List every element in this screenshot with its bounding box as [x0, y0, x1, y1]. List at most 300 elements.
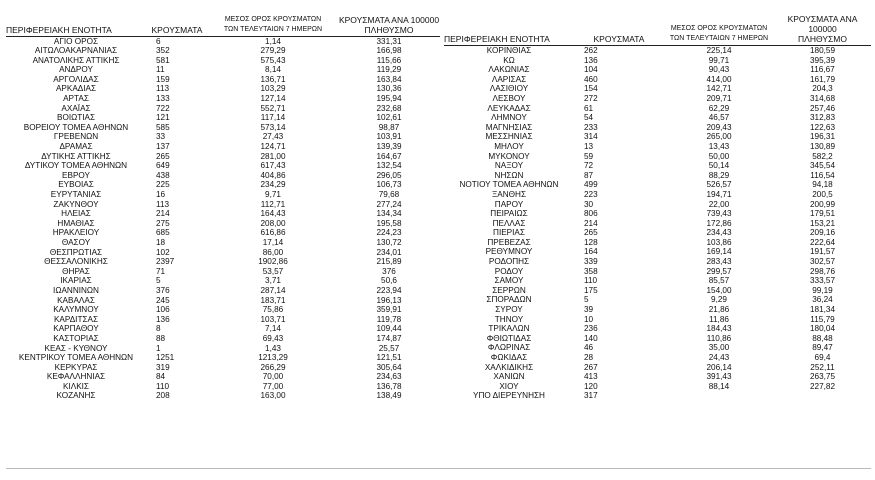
cases-cell: 649 [156, 161, 170, 171]
avg7-cell: 283,43 [706, 257, 732, 267]
per100k-cell: 395,39 [809, 55, 836, 65]
per100k-cell: 130,36 [376, 84, 402, 94]
table-row [6, 209, 440, 219]
per100k-cell: 263,75 [809, 372, 836, 382]
cases-cell: 87 [584, 170, 594, 180]
left-table-body [6, 36, 440, 401]
cases-cell: 2397 [156, 257, 175, 267]
region-name-cell: ΚΩ [503, 55, 515, 65]
table-row [444, 152, 871, 162]
right-header-per100k [774, 14, 871, 46]
region-name-cell: ΜΥΚΟΝΟΥ [488, 151, 530, 161]
avg7-cell: 1,43 [265, 343, 281, 353]
table-row [444, 324, 871, 334]
avg7-cell: 70,00 [262, 372, 284, 382]
avg7-cell: 9,29 [711, 295, 727, 305]
avg7-cell: 46,57 [708, 113, 730, 123]
cases-cell: 39 [584, 305, 594, 315]
avg7-cell: 77,00 [262, 381, 284, 391]
per100k-cell: 25,57 [378, 343, 400, 353]
region-name-cell: ΚΑΣΤΟΡΙΑΣ [53, 333, 99, 343]
table-row [6, 142, 440, 152]
cases-cell: 59 [584, 151, 594, 161]
cases-cell: 272 [584, 93, 598, 103]
table-row [6, 296, 440, 306]
cases-cell: 110 [584, 276, 598, 286]
per100k-cell: 134,34 [376, 209, 402, 219]
avg7-cell: 90,43 [708, 65, 730, 75]
cases-cell: 685 [156, 228, 170, 238]
per100k-cell: 69,4 [814, 353, 831, 362]
avg7-cell: 53,57 [262, 266, 284, 276]
region-name-cell: ΜΑΓΝΗΣΙΑΣ [485, 122, 533, 132]
region-name-cell: ΛΕΣΒΟΥ [492, 93, 526, 103]
per100k-cell: 257,46 [809, 103, 836, 113]
region-name-cell: ΗΡΑΚΛΕΙΟΥ [52, 228, 100, 238]
per100k-cell: 232,68 [376, 103, 402, 113]
cases-cell: 72 [584, 161, 594, 171]
cases-cell: 1251 [156, 353, 175, 363]
right-table-block [444, 14, 871, 401]
cases-cell: 113 [156, 84, 170, 94]
per100k-cell: 116,67 [810, 65, 835, 75]
avg7-cell: 136,71 [260, 74, 286, 84]
cases-cell: 225 [156, 180, 170, 190]
avg7-cell: 142,71 [706, 84, 732, 94]
per100k-cell: 174,87 [376, 333, 402, 343]
avg7-cell: 21,86 [708, 305, 730, 315]
avg7-cell [664, 391, 774, 401]
table-row [444, 65, 871, 75]
table-row [6, 180, 440, 190]
region-name-cell: ΕΥΡΥΤΑΝΙΑΣ [50, 190, 102, 199]
per100k-cell: 138,49 [376, 391, 402, 401]
cases-cell: 140 [584, 333, 598, 343]
per100k-cell: 215,89 [376, 257, 402, 267]
table-row [444, 142, 871, 152]
region-name-cell: ΛΑΚΩΝΙΑΣ [488, 65, 530, 75]
region-name-cell: ΦΛΩΡΙΝΑΣ [487, 343, 531, 353]
region-name-cell: ΦΩΚΙΔΑΣ [490, 353, 528, 362]
per100k-cell: 582,2 [812, 151, 833, 161]
table-row [6, 190, 440, 200]
table-row [444, 219, 871, 229]
avg7-cell: 88,29 [708, 170, 730, 180]
region-name-cell: ΠΑΡΟΥ [494, 199, 524, 209]
avg7-cell: 208,00 [260, 218, 286, 228]
per100k-cell: 153,21 [809, 218, 836, 228]
table-row [6, 324, 440, 334]
table-row [6, 248, 440, 258]
table-row [6, 228, 440, 238]
table-row [444, 276, 871, 286]
avg7-cell: 526,57 [706, 180, 732, 190]
cases-cell: 265 [584, 228, 598, 238]
region-name-cell: ΗΛΕΙΑΣ [61, 209, 91, 219]
region-name-cell: ΠΙΕΡΙΑΣ [493, 228, 525, 238]
per100k-cell: 180,04 [809, 324, 836, 334]
region-name-cell: ΛΗΜΝΟΥ [491, 113, 527, 123]
avg7-cell: 3,71 [265, 276, 281, 286]
table-row [444, 190, 871, 200]
table-row [444, 56, 871, 66]
table-row [444, 132, 871, 142]
right-header-region: ΠΕΡΙΦΕΡΕΙΑΚΗ ΕΝΟΤΗΤΑ [444, 14, 574, 46]
table-row [444, 353, 871, 363]
region-name-cell: ΚΕΦΑΛΛΗΝΙΑΣ [46, 372, 106, 382]
avg7-cell: 414,00 [706, 74, 732, 84]
cases-cell: 110 [156, 381, 170, 391]
avg7-cell: 172,86 [706, 218, 732, 228]
per100k-cell: 277,24 [376, 199, 402, 209]
cases-cell: 265 [156, 151, 170, 161]
per100k-cell [774, 391, 871, 401]
table-row [6, 75, 440, 85]
region-name-cell: ΛΑΣΙΘΙΟΥ [489, 84, 529, 94]
region-name-cell: ΚΟΖΑΝΗΣ [56, 391, 96, 401]
cases-cell: 11 [156, 65, 165, 75]
avg7-cell: 124,71 [260, 142, 286, 152]
cases-cell: 233 [584, 122, 598, 132]
cases-cell: 54 [584, 113, 594, 123]
cases-cell: 339 [584, 257, 598, 267]
region-name-cell: ΑΙΤΩΛΟΑΚΑΡΝΑΝΙΑΣ [34, 46, 118, 56]
per100k-cell: 136,78 [376, 381, 402, 391]
left-cases-table [6, 14, 440, 401]
region-name-cell: ΝΟΤΙΟΥ ΤΟΜΕΑ ΑΘΗΝΩΝ [459, 180, 559, 190]
cases-cell: 16 [156, 190, 166, 199]
region-name-cell: ΙΩΑΝΝΙΝΩΝ [53, 285, 99, 295]
cases-cell: 499 [584, 180, 598, 190]
region-name-cell: ΑΝΑΤΟΛΙΚΗΣ ΑΤΤΙΚΗΣ [32, 55, 120, 65]
avg7-cell: 184,43 [706, 324, 732, 334]
table-row [444, 161, 871, 171]
per100k-cell: 115,79 [810, 314, 835, 324]
region-name-cell: ΣΥΡΟΥ [495, 305, 523, 315]
table-row [6, 286, 440, 296]
region-name-cell: ΚΟΡΙΝΘΙΑΣ [486, 46, 532, 55]
avg7-cell: 154,00 [706, 285, 732, 295]
left-header-per100k-line2: ΠΛΗΘΥΣΜΟ [364, 24, 414, 35]
avg7-cell: 169,14 [706, 247, 732, 257]
left-header-row [6, 14, 440, 36]
table-row [444, 75, 871, 85]
avg7-cell: 265,00 [706, 132, 732, 142]
cases-cell: 319 [156, 362, 170, 372]
avg7-cell: 103,29 [260, 84, 286, 94]
avg7-cell: 50,14 [708, 161, 730, 171]
cases-cell: 581 [156, 55, 170, 65]
region-name-cell: ΚΑΛΥΜΝΟΥ [53, 305, 99, 315]
cases-cell: 120 [584, 381, 598, 391]
region-name-cell: ΠΕΛΛΑΣ [492, 218, 526, 228]
avg7-cell: 225,14 [706, 46, 732, 55]
cases-cell: 585 [156, 122, 170, 132]
per100k-cell: 195,94 [376, 94, 402, 104]
avg7-cell: 391,43 [706, 372, 732, 382]
table-row [444, 171, 871, 181]
per100k-cell: 106,73 [376, 180, 402, 190]
table-row [444, 228, 871, 238]
table-row [6, 344, 440, 354]
avg7-cell: 234,29 [260, 180, 286, 190]
region-name-cell: ΤΡΙΚΑΛΩΝ [488, 324, 530, 334]
region-name-cell: ΝΑΞΟΥ [494, 161, 524, 171]
avg7-cell: 99,71 [708, 55, 730, 65]
cases-cell: 314 [584, 132, 598, 142]
region-name-cell: ΡΟΔΟΥ [494, 266, 524, 276]
region-name-cell: ΦΘΙΩΤΙΔΑΣ [486, 333, 532, 343]
cases-cell: 376 [156, 285, 170, 295]
table-row [6, 305, 440, 315]
region-name-cell: ΖΑΚΥΝΘΟΥ [53, 199, 99, 209]
region-name-cell: ΑΝΔΡΟΥ [59, 65, 93, 75]
right-header-avg7-line1: ΜΕΣΟΣ ΟΡΟΣ ΚΡΟΥΣΜΑΤΩΝ [670, 25, 768, 32]
per100k-cell: 103,91 [376, 132, 402, 142]
cases-cell: 33 [156, 132, 166, 142]
per100k-cell: 195,58 [376, 218, 402, 228]
table-row [6, 56, 440, 66]
right-header-per100k-line2: ΠΛΗΘΥΣΜΟ [798, 34, 847, 44]
region-name-cell: ΤΗΝΟΥ [494, 314, 524, 324]
avg7-cell: 85,57 [708, 276, 730, 286]
per100k-cell: 302,57 [809, 257, 836, 267]
left-header-avg7 [208, 14, 338, 36]
per100k-cell: 227,82 [809, 381, 836, 391]
cases-cell: 208 [156, 391, 170, 401]
table-row [6, 46, 440, 56]
table-row [6, 104, 440, 114]
avg7-cell: 404,86 [260, 170, 286, 180]
cases-cell: 84 [156, 372, 166, 382]
per100k-cell: 204,3 [812, 84, 833, 94]
per100k-cell: 376 [382, 266, 396, 276]
table-row [6, 152, 440, 162]
avg7-cell: 110,86 [706, 333, 732, 343]
region-name-cell: ΞΑΝΘΗΣ [491, 189, 527, 199]
left-header-per100k [338, 14, 440, 36]
table-row [6, 65, 440, 75]
table-row [6, 94, 440, 104]
region-name-cell: ΔΥΤΙΚΟΥ ΤΟΜΕΑ ΑΘΗΝΩΝ [24, 161, 128, 171]
cases-cell: 245 [156, 295, 170, 305]
per100k-cell: 252,11 [810, 362, 835, 372]
avg7-cell: 62,29 [708, 103, 730, 113]
avg7-cell: 281,00 [260, 151, 286, 161]
left-header-per100k-line1: ΚΡΟΥΣΜΑΤΑ ΑΝΑ 100000 [338, 14, 440, 25]
table-row [6, 391, 440, 401]
avg7-cell: 1902,86 [258, 257, 288, 267]
right-header-avg7 [664, 14, 774, 46]
avg7-cell: 573,14 [260, 122, 286, 132]
per100k-cell: 223,94 [376, 285, 402, 295]
cases-cell: 159 [156, 74, 170, 84]
per100k-cell: 296,05 [376, 170, 402, 180]
cases-cell: 61 [584, 103, 594, 113]
region-name-cell: ΧΑΛΚΙΔΙΚΗΣ [484, 362, 534, 372]
avg7-cell: 163,00 [260, 391, 286, 401]
table-row [444, 267, 871, 277]
region-name-cell: ΧΙΟΥ [499, 381, 519, 391]
region-name-cell: ΜΗΛΟΥ [494, 141, 524, 151]
right-table-body [444, 46, 871, 401]
per100k-cell: 163,84 [376, 74, 402, 84]
avg7-cell: 739,43 [706, 209, 732, 219]
per100k-cell: 102,61 [376, 113, 402, 123]
table-row [6, 315, 440, 325]
per100k-cell: 333,57 [809, 276, 836, 286]
cases-cell: 128 [584, 237, 598, 247]
per100k-cell: 99,19 [812, 285, 833, 295]
table-row [444, 200, 871, 210]
avg7-cell: 194,71 [706, 189, 732, 199]
per100k-cell: 88,48 [812, 333, 833, 343]
avg7-cell: 234,43 [706, 228, 732, 238]
left-header-region: ΠΕΡΙΦΕΡΕΙΑΚΗ ΕΝΟΤΗΤΑ [6, 14, 146, 36]
region-name-cell: ΜΕΣΣΗΝΙΑΣ [485, 132, 533, 142]
avg7-cell: 9,71 [265, 190, 281, 199]
bottom-divider [6, 468, 871, 469]
cases-cell: 1 [156, 343, 161, 353]
table-row [6, 372, 440, 382]
table-row [6, 161, 440, 171]
table-row [6, 382, 440, 392]
per100k-cell: 130,72 [376, 237, 402, 247]
cases-cell: 806 [584, 209, 598, 219]
right-cases-table [444, 14, 871, 401]
avg7-cell: 88,14 [708, 381, 730, 391]
region-name-cell: ΓΡΕΒΕΝΩΝ [53, 132, 99, 142]
cases-cell: 352 [156, 46, 170, 56]
region-name-cell: ΒΟΙΩΤΙΑΣ [56, 113, 96, 123]
cases-cell: 46 [584, 343, 594, 353]
per100k-cell: 132,54 [376, 161, 402, 171]
left-header-avg7-line1: ΜΕΣΟΣ ΟΡΟΣ ΚΡΟΥΣΜΑΤΩΝ [224, 15, 322, 23]
avg7-cell: 50,00 [708, 151, 730, 161]
avg7-cell: 103,71 [260, 314, 286, 324]
avg7-cell: 86,00 [262, 247, 284, 257]
table-row [444, 94, 871, 104]
per100k-cell: 130,89 [809, 141, 836, 151]
cases-cell: 102 [156, 247, 170, 257]
region-name-cell: ΑΧΑΪΑΣ [61, 103, 91, 113]
avg7-cell: 552,71 [260, 103, 286, 113]
cases-cell: 358 [584, 266, 598, 276]
avg7-cell: 616,86 [260, 228, 286, 238]
avg7-cell: 27,43 [262, 132, 284, 142]
region-name-cell: ΡΟΔΟΠΗΣ [488, 257, 530, 267]
cases-cell: 104 [584, 65, 598, 75]
table-row [6, 219, 440, 229]
region-name-cell: ΚΑΒΑΛΑΣ [57, 295, 95, 305]
per100k-cell: 115,66 [376, 55, 402, 65]
region-name-cell: ΚΑΡΠΑΘΟΥ [53, 324, 99, 334]
per100k-cell: 180,59 [809, 46, 836, 55]
table-row [444, 209, 871, 219]
cases-cell: 460 [584, 74, 598, 84]
per100k-cell: 331,31 [376, 36, 402, 46]
region-name-cell: ΙΚΑΡΙΑΣ [60, 276, 92, 286]
per100k-cell: 191,57 [809, 247, 836, 257]
avg7-cell: 103,86 [706, 237, 732, 247]
per100k-cell: 196,31 [809, 132, 836, 142]
avg7-cell: 266,29 [260, 362, 286, 372]
per100k-cell: 98,87 [378, 122, 400, 132]
avg7-cell: 287,14 [260, 285, 286, 295]
cases-cell: 88 [156, 333, 166, 343]
cases-cell: 236 [584, 324, 598, 334]
per100k-cell: 200,5 [812, 189, 833, 199]
cases-cell: 106 [156, 305, 170, 315]
right-header-avg7-line2: ΤΩΝ ΤΕΛΕΥΤΑΙΩΝ 7 ΗΜΕΡΩΝ [669, 35, 769, 42]
region-name-cell: ΘΗΡΑΣ [62, 266, 90, 276]
avg7-cell: 11,86 [709, 314, 729, 324]
left-header-cases: ΚΡΟΥΣΜΑΤΑ [146, 14, 208, 36]
region-name-cell: ΣΕΡΡΩΝ [492, 285, 526, 295]
region-name-cell: ΛΕΥΚΑΔΑΣ [487, 103, 531, 113]
region-name-cell: ΑΡΚΑΔΙΑΣ [55, 84, 97, 94]
avg7-cell: 117,14 [260, 113, 286, 123]
cases-cell: 275 [156, 218, 170, 228]
per100k-cell: 119,78 [376, 314, 402, 324]
avg7-cell: 112,71 [260, 199, 286, 209]
avg7-cell: 75,86 [262, 305, 284, 315]
table-row [444, 238, 871, 248]
region-name-cell: ΘΕΣΣΑΛΟΝΙΚΗΣ [44, 257, 108, 267]
cases-cell: 6 [156, 36, 161, 46]
table-row [6, 267, 440, 277]
per100k-cell: 164,67 [376, 151, 402, 161]
cases-cell: 136 [156, 314, 170, 324]
table-row [6, 363, 440, 373]
per100k-cell: 116,54 [810, 170, 835, 180]
per100k-cell: 234,01 [376, 247, 402, 257]
region-name-cell: ΛΑΡΙΣΑΣ [491, 74, 527, 84]
left-table-block [6, 14, 440, 401]
avg7-cell: 24,43 [708, 353, 730, 362]
table-row [6, 334, 440, 344]
per100k-cell: 89,47 [812, 343, 833, 353]
table-row [444, 334, 871, 344]
cases-cell: 113 [156, 199, 170, 209]
per100k-cell: 234,63 [376, 372, 402, 382]
table-row [444, 295, 871, 305]
cases-cell: 8 [156, 324, 161, 334]
right-header-cases: ΚΡΟΥΣΜΑΤΑ [574, 14, 664, 46]
region-name-cell: ΕΥΒΟΙΑΣ [58, 180, 94, 190]
table-row [6, 276, 440, 286]
per100k-cell: 314,68 [809, 93, 836, 103]
per100k-cell: 36,24 [812, 295, 833, 305]
cases-cell: 5 [584, 295, 589, 305]
table-row [6, 123, 440, 133]
cases-cell: 214 [156, 209, 170, 219]
region-name-cell: ΚΕΝΤΡΙΚΟΥ ΤΟΜΕΑ ΑΘΗΝΩΝ [18, 353, 134, 363]
region-name-cell: ΝΗΣΩΝ [494, 170, 524, 180]
avg7-cell: 8,14 [265, 65, 281, 75]
region-name-cell: ΕΒΡΟΥ [62, 170, 90, 180]
region-name-cell: ΧΑΝΙΩΝ [493, 372, 525, 382]
per100k-cell: 50,6 [381, 276, 397, 286]
avg7-cell: 17,14 [262, 237, 284, 247]
table-row [444, 247, 871, 257]
region-name-cell: ΠΕΙΡΑΙΩΣ [490, 209, 528, 219]
avg7-cell: 1213,29 [258, 353, 288, 363]
region-name-cell: ΘΑΣΟΥ [61, 237, 91, 247]
cases-cell: 164 [584, 247, 598, 257]
table-row [444, 257, 871, 267]
left-header-avg7-line2: ΤΩΝ ΤΕΛΕΥΤΑΙΩΝ 7 ΗΜΕΡΩΝ [223, 25, 323, 33]
